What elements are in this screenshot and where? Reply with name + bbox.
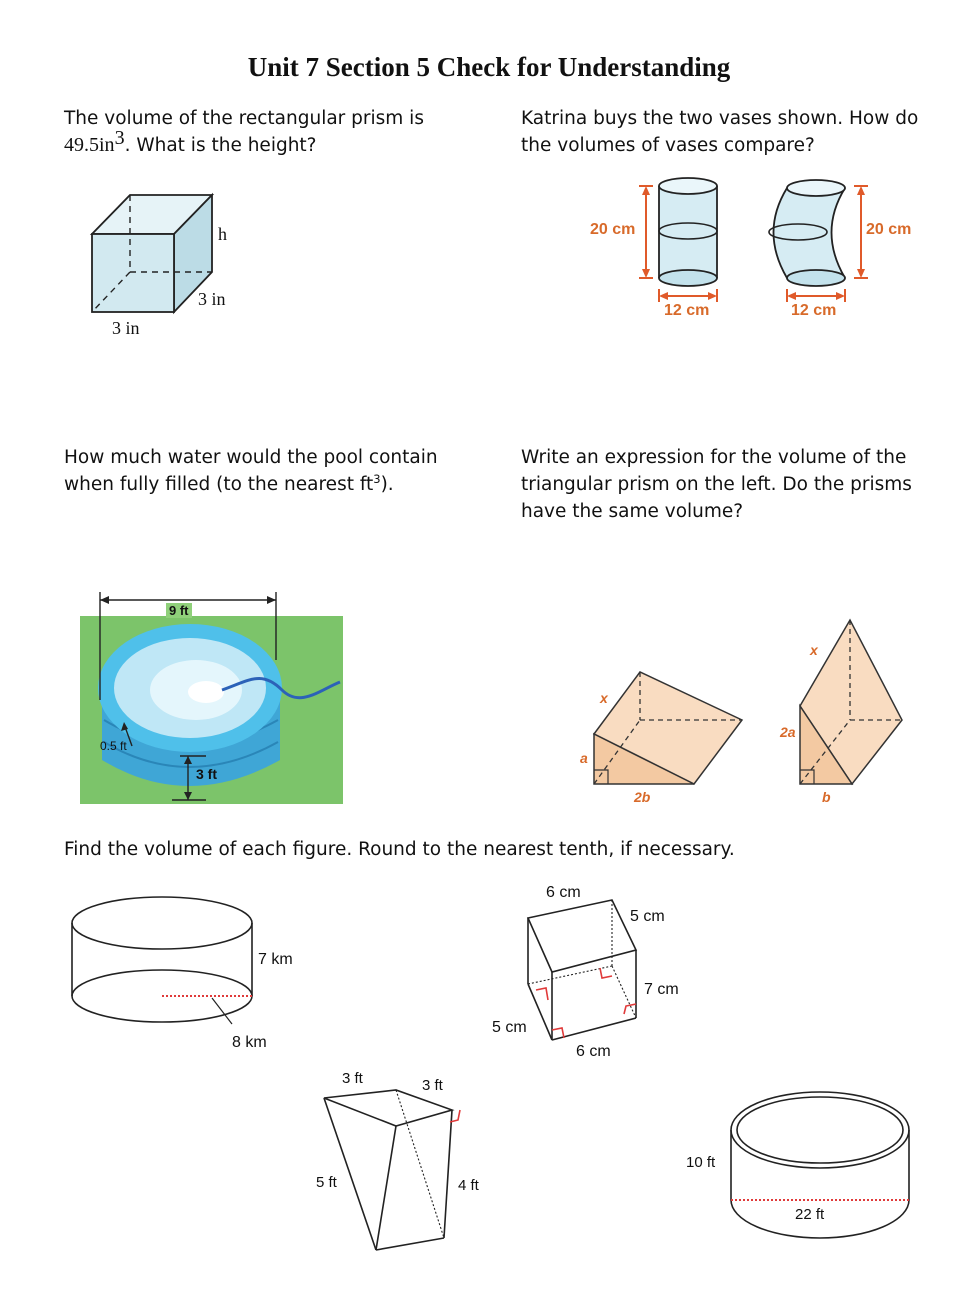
q3-exponent: 3 — [373, 471, 381, 486]
cylinder-1-height-label: 7 km — [258, 951, 293, 968]
q1-question: . What is the height? — [124, 135, 317, 156]
trap-right-label: 4 ft — [458, 1177, 479, 1194]
pool-rim-label: 0.5 ft — [100, 739, 127, 753]
q4-line-1: Write an expression for the volume of the — [521, 447, 907, 468]
cylinder-1 — [72, 897, 252, 1024]
cylinder-2-diameter-label: 22 ft — [795, 1206, 825, 1223]
prism-width-label: 3 in — [112, 318, 140, 338]
right-prism-b-label: b — [822, 789, 831, 805]
box-front-label: 5 cm — [492, 1019, 527, 1036]
q1-volume-value: 49.5in — [64, 134, 115, 156]
right-prism-x-label: x — [810, 642, 818, 658]
left-prism-2b-label: 2b — [634, 789, 651, 805]
left-vase-height-label: 20 cm — [590, 221, 636, 238]
box-right-angle-marks — [536, 968, 636, 1038]
page-title: Unit 7 Section 5 Check for Understanding — [247, 52, 731, 82]
right-prism-2a-label: 2a — [780, 724, 796, 740]
trapezoidal-prism — [324, 1090, 452, 1250]
prism-depth-label: 3 in — [198, 289, 226, 309]
q1-line-1: The volume of the rectangular prism is — [64, 108, 424, 129]
trap-top-left-label: 3 ft — [342, 1070, 363, 1087]
box-side-label: 5 cm — [630, 908, 665, 925]
q2-line-2: the volumes of vases compare? — [521, 135, 815, 156]
left-prism-x-label: x — [600, 690, 608, 706]
trap-top-right-label: 3 ft — [422, 1077, 443, 1094]
pool-depth-label: 3 ft — [196, 766, 217, 782]
q3-line-2-text: when fully filled (to the nearest ft — [64, 474, 374, 495]
right-vase-width-label: 12 cm — [791, 302, 837, 319]
box-bottom-label: 6 cm — [576, 1043, 611, 1060]
left-vase-width-label: 12 cm — [664, 302, 710, 319]
box-top-label: 6 cm — [546, 884, 581, 901]
question-5-instruction: Find the volume of each figure. Round to the nearest tenth, if necessary. — [64, 839, 735, 860]
cylinder-1-radius-label: 8 km — [232, 1034, 267, 1051]
prism-height-label: h — [218, 224, 227, 244]
trap-left-label: 5 ft — [316, 1174, 337, 1191]
box-height-label: 7 cm — [644, 981, 679, 998]
q4-line-3: have the same volume? — [521, 501, 744, 522]
q3-line-1: How much water would the pool contain — [64, 447, 438, 468]
right-vase-height-label: 20 cm — [866, 221, 912, 238]
q2-line-1: Katrina buys the two vases shown. How do — [521, 108, 919, 129]
q1-volume-exponent: 3 — [114, 126, 125, 149]
rectangular-box — [528, 900, 636, 1040]
pool-diameter-label: 9 ft — [166, 603, 192, 618]
cylinder-2-height-label: 10 ft — [686, 1154, 716, 1171]
q4-line-2: triangular prism on the left. Do the prisms — [521, 474, 912, 495]
q3-line-2-end: ). — [380, 474, 394, 495]
left-prism-a-label: a — [580, 750, 588, 766]
